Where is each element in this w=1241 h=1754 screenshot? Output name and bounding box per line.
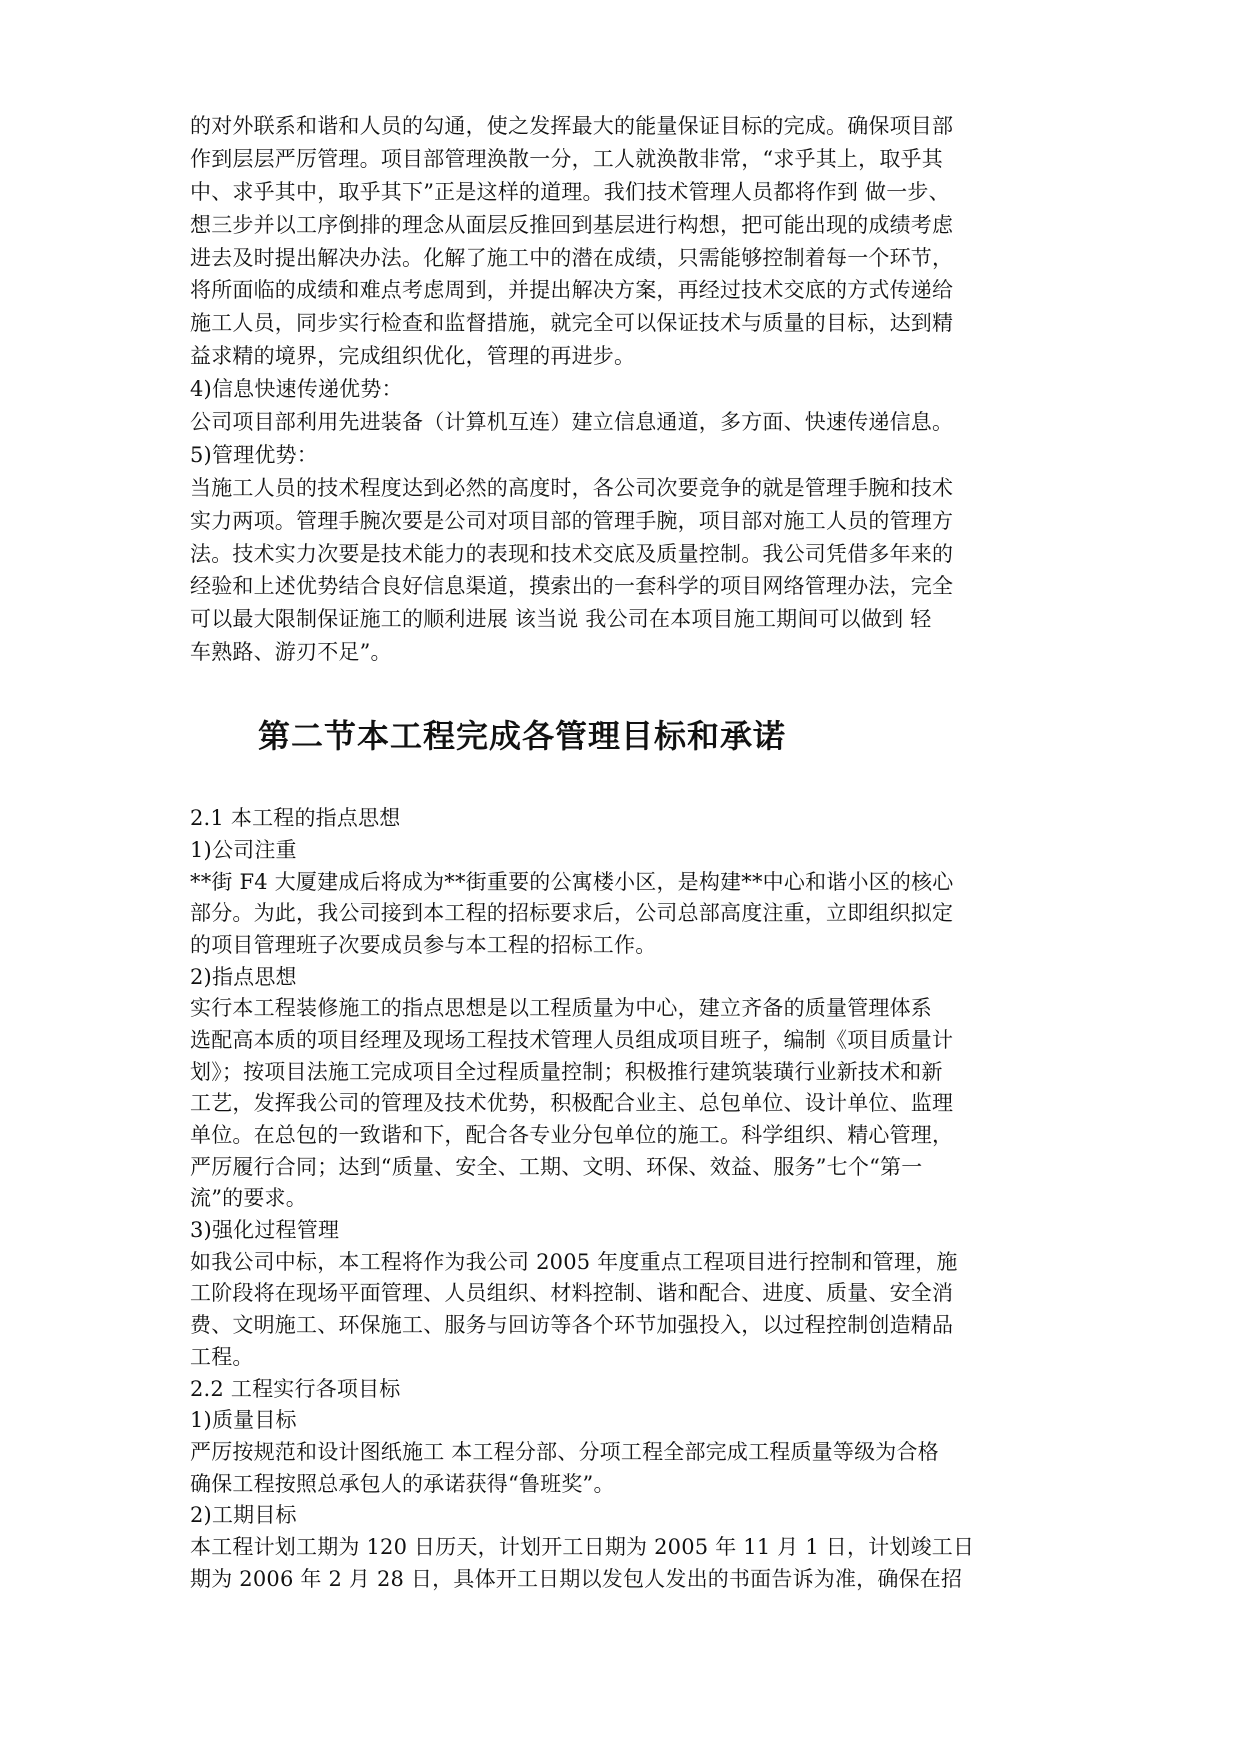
text-line: 如我公司中标，本工程将作为我公司 2005 年度重点工程项目进行控制和管理，施 [190, 1249, 958, 1274]
text-line: 想三步并以工序倒排的理念从面层反推回到基层进行构想，把可能出现的成绩考虑 [190, 212, 954, 237]
text-line: 严厉履行合同；达到“质量、安全、工期、文明、环保、效益、服务”七个“第一 [190, 1154, 923, 1179]
text-line: 确保工程按照总承包人的承诺获得“鲁班奖”。 [190, 1471, 615, 1496]
document-body [190, 110, 1065, 1595]
subheading-line: 4)信息快速传递优势： [190, 377, 403, 402]
paragraph-block-2 [190, 803, 1065, 1595]
text-line: 实力两项。管理手腕次要是公司对项目部的管理手腕，项目部对施工人员的管理方 [190, 508, 954, 533]
subheading-line: 2)工期目标 [190, 1503, 297, 1528]
subheading-line: 5)管理优势： [190, 442, 318, 467]
text-line: 的项目管理班子次要成员参与本工程的招标工作。 [190, 932, 657, 957]
subheading-line: 1)公司注重 [190, 837, 297, 862]
text-line: 作到层层严厉管理。项目部管理涣散一分，工人就涣散非常，“求乎其上，取乎其 [190, 146, 943, 171]
text-line: 公司项目部利用先进装备（计算机互连）建立信息通道，多方面、快速传递信息。 [190, 410, 954, 435]
text-line: 进去及时提出解决办法。化解了施工中的潜在成绩，只需能够控制着每一个环节， [190, 245, 954, 270]
text-line: 法。技术实力次要是技术能力的表现和技术交底及质量控制。我公司凭借多年来的 [190, 541, 954, 566]
text-line: 中、求乎其中，取乎其下”正是这样的道理。我们技术管理人员都将作到 做一步、 [190, 179, 950, 204]
text-line: 实行本工程装修施工的指点思想是以工程质量为中心，建立齐备的质量管理体系 [190, 996, 932, 1021]
text-line: 部分。为此，我公司接到本工程的招标要求后，公司总部高度注重，立即组织拟定 [190, 901, 954, 926]
subheading-line: 1)质量目标 [190, 1408, 297, 1433]
subheading-line: 3)强化过程管理 [190, 1218, 340, 1243]
text-line: 工艺，发挥我公司的管理及技术优势，积极配合业主、总包单位、设计单位、监理 [190, 1091, 954, 1116]
text-line: 本工程计划工期为 120 日历天，计划开工日期为 2005 年 11 月 1 日，计划竣工日 [190, 1534, 975, 1559]
text-line: 的对外联系和谐和人员的勾通，使之发挥最大的能量保证目标的完成。确保项目部 [190, 114, 954, 138]
section-title: 第二节本工程完成各管理目标和承诺 [258, 717, 787, 756]
text-line: 将所面临的成绩和难点考虑周到，并提出解决方案，再经过技术交底的方式传递给 [190, 278, 954, 303]
subheading-line: 2)指点思想 [190, 964, 297, 989]
paragraph-block-1 [190, 110, 1065, 669]
subheading-line: 2.2 工程实行各项目标 [190, 1376, 401, 1401]
text-line: 选配高本质的项目经理及现场工程技术管理人员组成项目班子，编制《项目质量计 [190, 1027, 954, 1052]
text-line: 施工人员，同步实行检查和监督措施，就完全可以保证技术与质量的目标，达到精 [190, 311, 954, 336]
text-line: 期为 2006 年 2 月 28 日，具体开工日期以发包人发出的书面告诉为准，确保在招 [190, 1566, 963, 1591]
text-line: 严厉按规范和设计图纸施工 本工程分部、分项工程全部完成工程质量等级为合格 [190, 1439, 939, 1464]
text-line: 工程。 [190, 1344, 254, 1369]
text-line: 费、文明施工、环保施工、服务与回访等各个环节加强投入，以过程控制创造精品 [190, 1313, 954, 1338]
text-line: 流”的要求。 [190, 1186, 307, 1211]
text-line: 可以最大限制保证施工的顺利进展 该当说 我公司在本项目施工期间可以做到 轻 [190, 607, 932, 632]
text-line: 益求精的境界，完成组织优化，管理的再进步。 [190, 344, 636, 369]
text-line: 经验和上述优势结合良好信息渠道，摸索出的一套科学的项目网络管理办法，完全 [190, 574, 954, 599]
text-line: **街 F4 大厦建成后将成为**街重要的公寓楼小区，是构建**中心和谐小区的核心 [190, 869, 954, 894]
text-line: 当施工人员的技术程度达到必然的高度时，各公司次要竞争的就是管理手腕和技术 [190, 475, 954, 500]
subheading-line: 2.1 本工程的指点思想 [190, 806, 401, 831]
text-line: 单位。在总包的一致谐和下，配合各专业分包单位的施工。科学组织、精心管理， [190, 1123, 954, 1148]
text-line: 工阶段将在现场平面管理、人员组织、材料控制、谐和配合、进度、质量、安全消 [190, 1281, 954, 1306]
text-line: 划》；按项目法施工完成项目全过程质量控制；积极推行建筑装璜行业新技术和新 [190, 1059, 943, 1084]
text-line: 车熟路、游刃不足”。 [190, 640, 392, 665]
